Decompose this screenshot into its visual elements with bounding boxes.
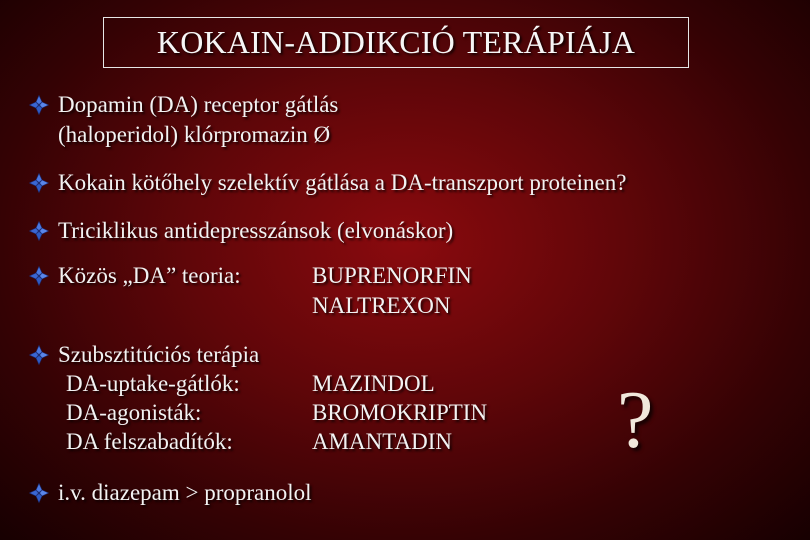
sub-row-label: DA felszabadítók:: [66, 429, 233, 454]
sub-row-drug: MAZINDOL: [312, 371, 435, 396]
question-mark: ?: [617, 374, 654, 465]
bullet-dopamin-line1: Dopamin (DA) receptor gátlás: [58, 92, 339, 117]
diamond-bullet-icon: [28, 265, 50, 287]
title-box: [103, 17, 689, 68]
sub-row-drug: BROMOKRIPTIN: [312, 400, 488, 425]
sub-row-label: DA-agonisták:: [66, 400, 202, 425]
bullet-kozos-label: Közös „DA” teoria:: [58, 263, 241, 288]
sub-row-drug: AMANTADIN: [312, 429, 452, 454]
kozos-drug-buprenorfin: BUPRENORFIN: [312, 263, 472, 288]
bullet-dopamin-line2: (haloperidol) klórpromazin Ø: [58, 122, 331, 147]
diamond-bullet-icon: [28, 344, 50, 366]
diamond-bullet-icon: [28, 220, 50, 242]
bullet-triciklikus: Triciklikus antidepresszánsok (elvonáskor): [58, 218, 454, 243]
bullet-iv-diazepam: i.v. diazepam > propranolol: [58, 480, 312, 505]
bullet-kokain: Kokain kötőhely szelektív gátlása a DA-transzport proteinen?: [58, 170, 627, 195]
sub-row-label: DA-uptake-gátlók:: [66, 371, 240, 396]
kozos-drug-naltrexon: NALTREXON: [312, 293, 451, 318]
diamond-bullet-icon: [28, 172, 50, 194]
diamond-bullet-icon: [28, 482, 50, 504]
bullet-szubsztitucios: Szubsztitúciós terápia: [58, 342, 260, 367]
slide-title: KOKAIN-ADDIKCIÓ TERÁPIÁJA: [156, 24, 636, 60]
diamond-bullet-icon: [28, 94, 50, 116]
